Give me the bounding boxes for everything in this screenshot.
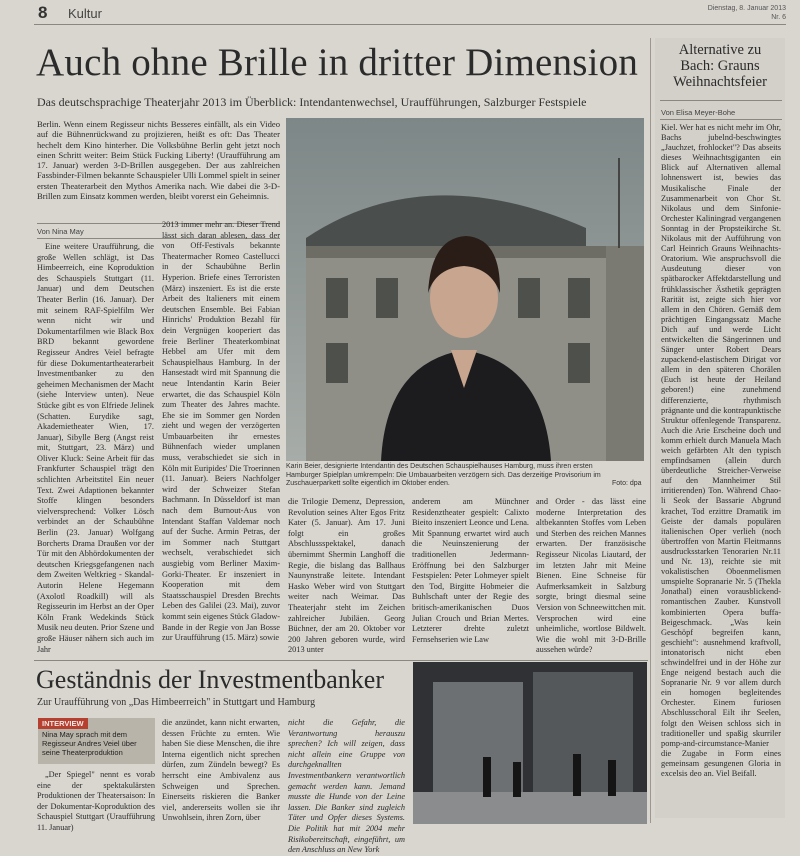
stage-photo (413, 662, 647, 824)
lead-paragraph: Berlin. Wenn einem Regisseur nichts Besseres einfällt, als ein Video auf die Bühnenrückwand zu projizieren, heißt es oft: Das Theater hechelt dem Kino hinterher. Die Volksbühne Berlin geht jetzt noch einen Schritt weiter: Beim Stück Fucking Liberty! (Uraufführung am 17. Januar) werden 3-D-Brillen ausgegeben. Der aus zahlreichen Fassbinder-Filmen bekannte Schauspieler Ulli Lommel spielt in seiner ersten Theaterarbeit den Mythos Amerika nach. Wie dabei die 3-D-Brillen zum Einsatz kommen werden, bleibt vorerst ein Geheimnis. (37, 119, 280, 202)
second-headline: Geständnis der Investmentbanker (36, 665, 385, 694)
sidebar-rule (650, 38, 651, 823)
main-column-4: anderem am Münchner Residenztheater gespielt: Calixto Bieito inszeniert Leonce und Lena. Mit Spannung erwartet wird auch die Neuinszenierung der traditionellen Jedermann-Eröffnung bei den Salzburger Festspielen: Peter Lohmeyer spielt den Tod, Birgitte Hobmeier die Buhlschaft unter der Regie des britisch-amerikanischen Duos Julian Crouch und Brian Mertes. Letzterer drehte zuletzt Fernsehserien wie Law (412, 497, 529, 644)
main-subheadline: Das deutschsprachige Theaterjahr 2013 im Überblick: Intendantenwechsel, Uraufführungen, Salzburger Festspiele (37, 95, 587, 109)
second-subheadline: Zur Uraufführung von „Das Himbeerreich" in Stuttgart und Hamburg (37, 697, 316, 708)
photo-caption: Karin Beier, designierte Intendantin des Deutschen Schauspielhauses Hamburg, muss ihren ersten Hamburger Spielplan umkrempeln: Die Umbauarbeiten verzögern sich. Das derzeitige Provisorium im Zuschauerparkett sollte eigentlich im Oktober enden. (286, 463, 601, 488)
interview-box (38, 718, 155, 764)
sidebar-author: Von Elisa Meyer-Bohe (661, 108, 736, 117)
issue-date: Dienstag, 8. Januar 2013 (707, 5, 786, 12)
section-name: Kultur (68, 6, 102, 21)
interview-teaser: Nina May sprach mit dem Regisseur Andres Veiel über seine Theaterproduktion (42, 730, 137, 757)
theater-photo-illustration (286, 118, 644, 461)
page-number: 8 (38, 3, 48, 22)
main-column-3: die Trilogie Demenz, Depression, Revolution seines Alter Egos Fritz Kater (5. Januar). Am 17. Juni folgt ein großes Abschlussspektakel, danach übernimmt Shermin Langhoff die Regie, die bislang das Ballhaus Naunynstraße leitete. Intendant Hasko Weber wird von Stuttgart weiter nach Weimar. Das Theaterjahr steht im Zeichen zahlreicher Jubiläen. Georg Büchner, der am 20. Oktober vor 200 Jahren geboren wurde, wird 2013 unter (288, 497, 405, 655)
sidebar-headline-rule (660, 100, 782, 101)
header-rule (34, 24, 786, 25)
issue-number: Nr. 6 (771, 14, 786, 21)
main-column-2: 2013 immer mehr an. Dieser Trend lässt sich daran ablesen, dass der von Off-Festivals bekannte Theatermacher Romeo Castellucci in der Schaubühne Berlin Hyperion. Briefe eines Terroristen (März) inszeniert. Es ist die erste Arbeit des Italieners mit einem deutschen Ensemble. Bei Fabian Hinrichs' Produktion Bezahl für dein Vergnügen kooperiert das freie Berliner Theaterkombinat Hebbel am Ufer mit dem Schauspielhaus Hamburg. In der Hansestadt wird mit Spannung die neue Intendantin Karin Beier erwartet, die das Schauspiel Köln zum Theater des Jahres machte. Ehe sie im Sommer gen Norden zieht und wegen der verzögerten Umbauarbeiten ihr ernestes Bühnenfach wieder umplanen muss, verabschiedet sie sich in Köln mit Euripides' Die Troerinnen (11. Januar). Beiers Nachfolger wird der Schweizer Stefan Bachmann. In Düsseldorf ist man nach dem Burnout-Aus von Intendant Staffan Valdemar noch auf der Suche. Armin Petras, der im Sommer nach Stuttgart wechselt, verabschiedet sich ausgiebig vom Berliner Maxim-Gorki-Theater. Er inszeniert in Kooperation mit dem Staatsschauspiel Dresden Brechts Leben des Galilei (23. Mai), zuvor kommt sein eigenes Stück Gladow-Bande in der Regie von Jan Bosse zur Uraufführung (15. März) sowie (162, 220, 280, 643)
photo-credit: Foto: dpa (612, 480, 642, 487)
main-author: Von Nina May (37, 227, 84, 236)
second-column-3: nicht die Gefahr, die Verantwortung herauszu sprechen? Ich will zeigen, dass nicht allein eine Gruppe von durchgeknallten Investmentbankern verantwortlich gemacht werden kann. Jemand musste die Hunde von der Leine lassen. Die Banker sind zugleich Täter und Opfer dieses Systems. Die Politik hat mit 2004 mehr Risikobereitschaft, eingeführt, um den Anschluss an New York (288, 718, 405, 855)
sidebar-headline: Alternative zu Bach: Grauns Weihnachtsfeier (673, 42, 767, 90)
main-headline: Auch ohne Brille in dritter Dimension (36, 41, 639, 84)
sidebar-author-rule (660, 119, 782, 120)
article-divider (34, 660, 648, 661)
main-column-1: Eine weitere Uraufführung, die große Wellen schlägt, ist Das Himbeerreich, eine Koproduktion des Schauspiels Stuttgart (11. Januar) und dem Deutschen Theater Berlin (16. Januar). Der mit seinem RAF-Spielfilm Wer wenn nicht wir und Dokumentarfilmen wie Black Box BRD bekannt gewordene Regisseur Andres Veiel befragte für diese Dokumentartheaterarbeit Investmentbanker zu den geheimen Mechanismen der Macht (siehe Interview unten). Neue Stücke gibt es von Elfriede Jelinek (Schatten. Eurydike sagt, Akademietheater Wien, 17. Januar), Sibylle Berg (Angst reist mit, Stuttgart, 23. März) und Oliver Kluck: Seine Arbeit für das Frankfurter Schauspiel trägt den schlichten Arbeitstitel Ein neuer Text. Zwei Adaptionen bekannter Stoffe klingen besonders vielversprechend: Volker Lösch verbindet an der Schaubühne Berlin (23. Januar) Wolfgang Borcherts Drama Draußen vor der Tür mit den Abhördokumenten der deutschen Kriegsgefangenen nach dem Zweiten Weltkrieg - Skandal-Autorin Helene Hegemann (Axolotl Roadkill) will als Regisseurin im Herbst an der Oper Köln Frank Wedekinds Stück Musik neu deuten. Prior Szene und große Häuser nähern sich auch im Jahr (37, 242, 154, 654)
sidebar-text: Kiel. Wer hat es nicht mehr im Ohr, Bachs jubelnd-beschwingtes „Jauchzet, frohlocket"? Das abseits dieses Weihnachtsgiganten ein Blick auf Alternativen allemal lohnenswert ist, bewies das Musikalische Finale der Zusammenarbeit von Chor St. Nikolaus und dem Sinfonie-Orchester Kaliningrad vergangenen Sonntag in der Propsteikirche St. Nikolaus mit der Aufführung von Carl Heinrich Grauns Weihnachts-Oratorium. Wie anspruchsvoll die Ausdeutung dieser von spätbarocker Affektdarstellung und frühklassischer Ästhetik geprägten Rarität ist, zeigte sich hier vor allem in den Chören. Gemäß dem prächtigen Eingangssatz Mache Dich auf und werde Licht entwickelten die Sängerinnen und Sänger unter Robert Dears zupackend-elastischem Dirigat vor allem in den späteren Chorälen (Euch ist heute der Heiland geboren!) eine zunehmend differenzierte, rhythmisch prägnante und die kontrapunktische Struktur offenlegende Transparenz. Auch die Arie Erscheine doch und komm erhielt durch Manuela Mach weich gefärbten Alt den typisch empfindsamen (allein durch überdeutliche Streicher-Verweise auf den Mannheimer Stil irritierenden) Ton. Während Chao-li Seok der Bassarie Abgrund krachet, Tod erzittre Dramatik im Geiste der damals populären italienischen Oper verlieh (noch übertroffen von Martin Fleitmanns ausdrucksstarken Tenorarien Nr.11 und Nr. 13), reichte sie mit vokalistischen Oboenmelismen umspielte Sopranarie Nr. 5 (Thekla Jonathal) einen vorausblickend-romantischen Zauber. Kunstvoll kombinierten Opera buffa-Beigeschmack. „Was kein Geschöpf begreifen kann, geschieht": ausnehmend kraftvoll, intonatorisch nicht eben schwindelfrei und in der Höhe zur Enge neigend bestach auch die Sopranarie Nr. 9 vor allem durch ein homogen begleitendes Orchester. Einem furiosen Abschlusschoral Eilt ihr Seelen, folgt den Weisen schloss sich in traditioneller und spaßig skurriler pomp-and-circumstance-Manier die Zugabe in Form eines gemeinsam gesungenen Gloria in excelsis deo an. Viel Beifall. (661, 123, 781, 778)
interview-label: INTERVIEW (38, 718, 88, 729)
second-column-1: „Der Spiegel" nennt es vorab eine der spektakulärsten Produktionen der Theatersaison: In der Dokumentar-Koproduktion des Schauspiel Stuttgart (Uraufführung 11. Januar) (37, 770, 155, 832)
second-column-2: die anzündet, kann nicht erwarten, dessen Früchte zu ernten. Wie haben Sie diese Menschen, die ihre Interna eigentlich nicht sprechen dürfen, zum Zündeln bewegt? Es herrscht eine Ambivalenz aus Schweigen und Sprechen. Einerseits riskieren die Banker viel, andererseits wollen sie ihr Unwohlsein, ihren Zorn, über (162, 718, 280, 823)
stage-scene-illustration (413, 662, 647, 824)
main-column-5: and Order - das lässt eine moderne Interpretation des altbekannten Stoffes vom Leben und Sterben des reichen Mannes erwarten. Der französische Regisseur Nicolas Liautard, der im letzten Jahr mit Meine Bienen. Eine Schneise für Aufmerksamkeit in Salzburg sorgte, bringt diesmal seine Version von Schneewittchen mit. Versprochen wird eine unheimliche, wortlose Bildwelt. Wie die wohl mit 3-D-Brille aussehen würde? (536, 497, 646, 655)
photo-karin-beier (286, 118, 644, 461)
